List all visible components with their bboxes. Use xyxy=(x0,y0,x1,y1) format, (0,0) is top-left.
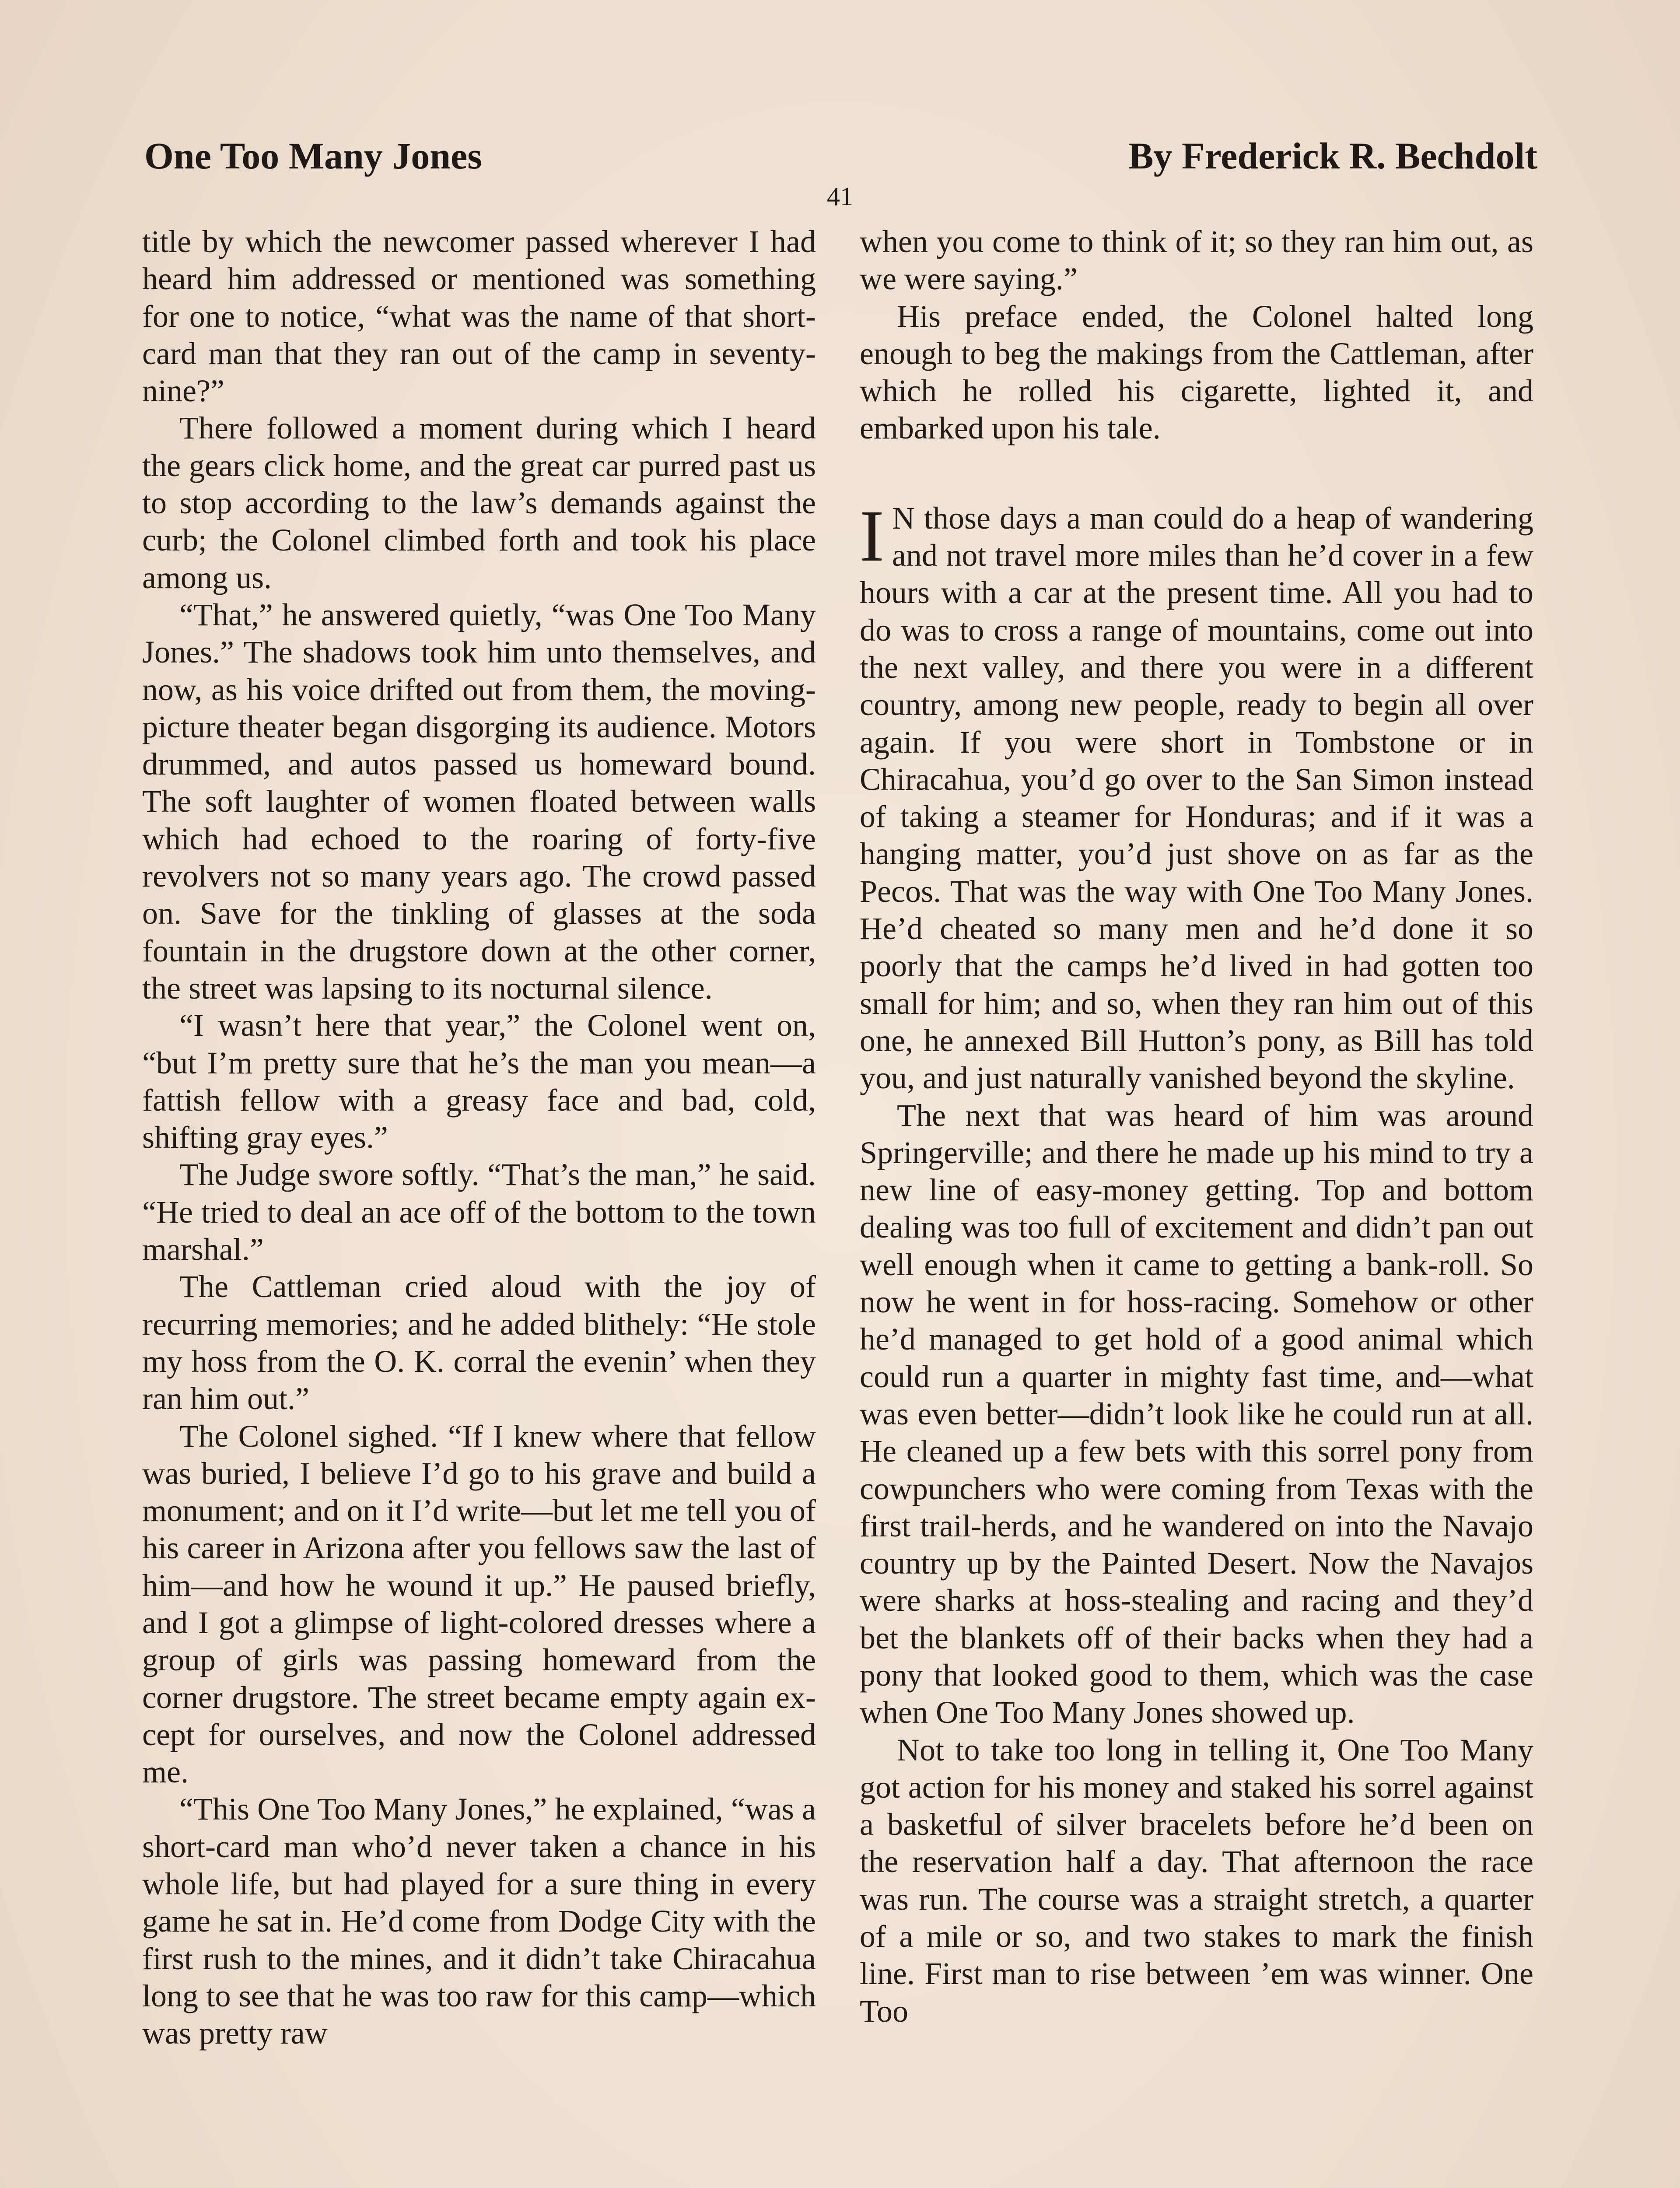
paragraph: when you come to think of it; so they ran him out, as we were saying.” xyxy=(860,224,1533,297)
paragraph: “That,” he answered quietly, “was One Too Many Jones.” The shadows took him unto themselves, and now, as his voice drifted out from them, the moving-picture theater began disgorging its audience. Motors drummed, and autos passed us homeward bound. The soft laughter of women floated between walls which had echoed to the roaring of forty-five revolvers not so many years ago. The crowd passed on. Save for the tinkling of glasses at the soda fountain in the drugstore down at the other corner, the street was lapsing to its nocturnal silence. xyxy=(142,597,816,1006)
section-opening-paragraph xyxy=(860,495,1533,1097)
paragraph-text: N those days a man could do a heap of wandering and not travel more miles than he’d cover in a few hours with a car at the present time. All you had to do was to cross a range of mountains, come out into the next valley, and there you were in a different country, among new people, ready to begin all over again. If you were short in Tombstone or in Chiracahua, you’d go over to the San Simon instead of taking a steamer for Honduras; and if it was a hanging matter, you’d just shove on as far as the Pecos. That was the way with One Too Many Jones. He’d cheated so many men and he’d done it so poorly that the camps he’d lived in had gotten too small for him; and so, when they ran him out of this one, he annexed Bill Hutton’s pony, as Bill has told you, and just naturally vanished beyond the skyline. xyxy=(860,500,1533,1096)
right-column xyxy=(860,223,1533,2030)
paragraph: title by which the newcomer passed wherever I had heard him addressed or mentioned was something for one to notice, “what was the name of that short-card man that they ran out of the camp in seventy-nine?” xyxy=(142,224,816,409)
page-number: 41 xyxy=(827,182,853,211)
paragraph: There followed a moment during which I heard the gears click home, and the great car purred past us to stop according to the law’s demands against the curb; the Colonel climbed forth and took his place among us. xyxy=(142,410,816,595)
paragraph: “I wasn’t here that year,” the Colonel went on, “but I’m pretty sure that he’s the man you mean—a fattish fellow with a greasy face and bad, cold, shifting gray eyes.” xyxy=(142,1008,816,1155)
paragraph: The Cattleman cried aloud with the joy of recurring memories; and he added blithely: “He stole my hoss from the O. K. corral the evenin’ when they ran him out.” xyxy=(142,1269,816,1417)
paragraph: The Colonel sighed. “If I knew where that fellow was buried, I believe I’d go to his grave and build a monument; and on it I’d write—but let me tell you of his career in Arizona after you fellows saw the last of him—and how he wound it up.” He paused briefly, and I got a glimpse of light-colored dresses where a group of girls was passing homeward from the corner drugstore. The street became empty again except for ourselves, and now the Colonel addressed me. xyxy=(142,1418,816,1790)
paragraph: “This One Too Many Jones,” he explained, “was a short-card man who’d never taken a chance in his whole life, but had played for a sure thing in every game he sat in. He’d come from Dodge City with the first rush to the mines, and it didn’t take Chiracahua long to see that he was too raw for this camp—which was pretty raw xyxy=(142,1792,816,2051)
drop-cap: I xyxy=(860,495,884,577)
author-byline: By Frederick R. Bechdolt xyxy=(1128,135,1537,177)
paragraph: Not to take too long in telling it, One Too Many got action for his money and staked his sorrel against a basketful of silver bracelets before he’d been on the reservation half a day. That afternoon the race was run. The course was a straight stretch, a quarter of a mile or so, and two stakes to mark the finish line. First man to rise between ’em was winner. One Too xyxy=(860,1732,1533,2029)
left-column xyxy=(142,223,816,2052)
paragraph: His preface ended, the Colonel halted long enough to beg the makings from the Cattleman, after which he rolled his cigarette, lighted it, and embarked upon his tale. xyxy=(860,298,1533,446)
paragraph: The Judge swore softly. “That’s the man,” he said. “He tried to deal an ace off of the bottom to the town marshal.” xyxy=(142,1157,816,1267)
paragraph: The next that was heard of him was around Springerville; and there he made up his mind to try a new line of easy-money getting. Top and bottom dealing was too full of excitement and didn’t pan out well enough when it came to getting a bank-roll. So now he went in for hoss-racing. Somehow or other he’d managed to get hold of a good animal which could run a quarter in mighty fast time, and—what was even better—didn’t look like he could run at all. He cleaned up a few bets with this sorrel pony from cowpunchers who were coming from Texas with the first trail-herds, and he wandered on into the Navajo country up by the Painted Desert. Now the Navajos were sharks at hoss-stealing and racing and they’d bet the blankets off of their backs when they had a pony that looked good to them, which was the case when One Too Many Jones showed up. xyxy=(860,1098,1533,1730)
story-title: One Too Many Jones xyxy=(144,135,482,177)
